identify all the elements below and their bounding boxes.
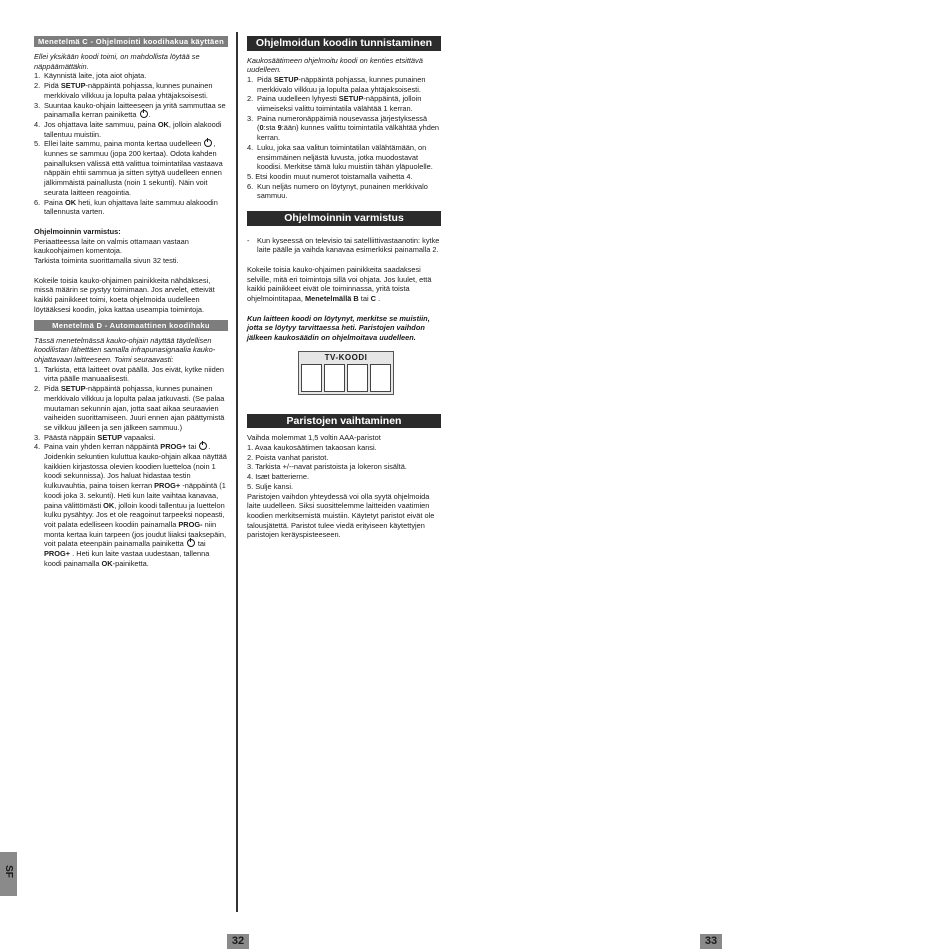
verify-line: Tarkista toiminta suorittamalla sivun 32 testi. — [34, 256, 179, 266]
verify-paragraph: Kokeile toisia kauko-ohjaimen painikkeita saadaksesi selville, mitä eri toimintoja sillä voi ohjata. Jos luulet, että kaikki painikkeet eivät ole toiminnassa, yritä toista ohjelmointitapaa, Menetelmällä B tai C . — [247, 264, 432, 304]
list-item: 6. Kun neljäs numero on löytynyt, punainen merkkivalo sammuu. — [247, 181, 428, 201]
column-divider — [236, 32, 238, 912]
list-item: 2. Pidä SETUP-näppäintä pohjassa, kunnes punainen merkkivalo vilkkuu ja lopulta palaa jatkuvasti. (Se palaa muutaman sekunnin ajan, jotta saat aikaa seuraavien vaiheiden suorittamiseen. Juuri ennen ajan päättymistä se vilkkuu jälleen ja sen jälkeen sammuu.) — [34, 384, 225, 432]
code-digit-cell — [370, 364, 391, 392]
code-digit-cell — [301, 364, 322, 392]
verify-title: Ohjelmoinnin varmistus: — [34, 226, 121, 236]
list-item: 2. Paina uudelleen lyhyesti SETUP-näppäintä, jolloin viimeiseksi valittu toimintatila välähtää 1 kerran. — [247, 94, 422, 114]
power-icon — [140, 110, 148, 118]
tv-code-label: TV-KOODI — [324, 352, 368, 362]
method-c-steps — [34, 71, 228, 217]
battery-step: 5. Sulje kansi. — [247, 481, 294, 491]
power-icon — [187, 539, 195, 547]
battery-step: 4. Isæt batterierne. — [247, 472, 310, 482]
page-number-right: 33 — [700, 934, 722, 949]
power-icon — [204, 139, 212, 147]
section-header-identify-code: Ohjelmoidun koodin tunnistaminen — [247, 36, 441, 51]
identify-intro: Kaukosäätimeen ohjelmoitu koodi on kenties etsittävä uudelleen. — [247, 55, 423, 75]
language-tab: SF — [0, 852, 17, 896]
battery-paragraph: Paristojen vaihdon yhteydessä voi olla syytä ohjelmoida laite uudelleen. Siksi suosittelemme laitteiden vaatimien koodien merkitsemistä muistiin. Käytetyt paristot eivät ole talousjätettä. Paristot tulee viedä erityiseen käytettyjen paristojen keräyspisteeseen. — [247, 491, 435, 540]
list-item: 4. Paina vain yhden kerran näppäintä PROG+ tai . Joidenkin sekuntien kuluttua kauko-ohjain alkaa näyttää kaikkien kirjastossa olevien koodien luetteloa (noin 1 koodi sekunnissa). Jos haluat hidastaa testin kulkuvauhtia, paina toisen kerran PROG+ -näppäintä (1 koodi joka 3. sekunti). Heti kun laite vaihtaa kanavaa, paina välittömästi OK, jolloin koodi tallentuu ja luettelon kulku pysähtyy. Jos et ole reagoinut tarpeeksi nopeasti, voit palata edelliseen koodiin painamalla PROG- niin monta kertaa kuin tarpeen (jos joudut liiaksi taaksepäin, voit palata eteenpäin painamalla painiketta tai PROG+ . Heti kun laite vastaa uudestaan, tallenna koodi painamalla OK-painiketta. — [34, 442, 227, 568]
list-item: 3. Paina numeronäppäimiä nousevassa järjestyksessä (0:sta 9:ään) kunnes valittu toimintatila välkähtää yhden kerran. — [247, 113, 440, 143]
list-item: 1. Käynnistä laite, jota aiot ohjata. — [34, 71, 147, 81]
section-header-batteries: Paristojen vaihtaminen — [247, 414, 441, 429]
code-note: Kun laitteen koodi on löytynyt, merkitse se muistiin, jotta se löytyy tarvittaessa heti. Paristojen vaihdon jälkeen kaukosäädin on ohjelmoitava uudelleen. — [247, 313, 430, 343]
identify-steps — [247, 75, 441, 201]
section-header-method-d: Menetelmä D - Automaattinen koodihaku — [34, 320, 228, 331]
list-item: 4. Luku, joka saa valitun toimintatilan välähtämään, on ensimmäinen neljästä luvusta, jotka muodostavat koodisi. Merkitse tämä luku muistiin tähän yläpuolelle. — [247, 142, 433, 172]
left-column — [34, 36, 228, 568]
battery-step: 3. Tarkista +/--navat paristoista ja lokeron sisältä. — [247, 462, 407, 472]
power-icon — [199, 442, 207, 450]
tv-code-box — [298, 351, 394, 395]
code-digit-cell — [324, 364, 345, 392]
method-d-intro: Tässä menetelmässä kauko-ohjain näyttää täydellisen koodilistan lähettäen samalla infrapunasignaalia kauko-ohjattavaan laitteeseen. Toimi seuraavasti: — [34, 335, 216, 364]
right-column — [247, 36, 441, 540]
method-c-intro: Ellei yksikään koodi toimi, on mahdollista löytää se näppäämättäkin. — [34, 52, 200, 71]
section-header-verify: Ohjelmoinnin varmistus — [247, 211, 441, 226]
verify-bullet: - Kun kyseessä on televisio tai satelliittivastaanotin: kytke laite päälle ja vaihda kanavaa esimerkiksi painamalla 2. — [247, 235, 440, 255]
list-item: 1. Tarkista, että laitteet ovat päällä. Jos eivät, kytke niiden virta päälle manuaalisesti. — [34, 364, 224, 384]
method-d-steps — [34, 365, 228, 569]
list-item: 6. Paina OK heti, kun ohjattava laite sammuu alakoodin tallennusta varten. — [34, 197, 218, 217]
page-number-left: 32 — [227, 934, 249, 949]
battery-step: 1. Avaa kaukosäätimen takaosan kansi. — [247, 443, 377, 453]
battery-step: 2. Poista vanhat paristot. — [247, 452, 329, 462]
list-item: 5. Ellei laite sammu, paina monta kertaa uudelleen , kunnes se sammuu (jopa 200 kertaa). Odota kahden painalluksen välissä että valittua toimintatilaa vastaava näppäin ehtii sammua ja sitten syttyä uudelleen ennen jälkimmäistä painallusta (noin 1 sekunti). Näin voit seurata laitteen reagointia. — [34, 139, 223, 197]
battery-intro: Vaihda molemmat 1,5 voltin AAA-paristot — [247, 433, 381, 443]
list-item: 1. Pidä SETUP-näppäintä pohjassa, kunnes punainen merkkivalo vilkkuu ja lopulta palaa yhtäjaksoisesti. — [247, 74, 426, 94]
list-item: 2. Pidä SETUP-näppäintä pohjassa, kunnes punainen merkkivalo vilkkuu ja lopulta palaa yhtäjaksoisesti. — [34, 81, 213, 100]
code-digit-cell — [347, 364, 368, 392]
list-item: 3. Suuntaa kauko-ohjain laitteeseen ja yritä sammuttaa se painamalla kerran painiketta . — [34, 100, 226, 120]
list-item: 3. Päästä näppäin SETUP vapaaksi. — [34, 432, 156, 442]
list-item: 5. Etsi koodin muut numerot toistamalla vaihetta 4. — [247, 171, 413, 181]
section-header-method-c: Menetelmä C - Ohjelmointi koodihakua käyttäen — [34, 36, 228, 47]
test-paragraph: Kokeile toisia kauko-ohjaimen painikkeita nähdäksesi, missä määrin se pystyy toimimaan. Jos arvelet, etteivät kaikki painikkeet toimi, koeta ohjelmoida uudelleen löytääksesi koodin, joka kattaa useampia toimintoja. — [34, 275, 215, 314]
verify-line: Periaatteessa laite on valmis ottamaan vastaan kaukoohjaimen komentoja. — [34, 236, 189, 256]
list-item: 4. Jos ohjattava laite sammuu, paina OK, jolloin alakoodi tallentuu muistiin. — [34, 119, 222, 139]
